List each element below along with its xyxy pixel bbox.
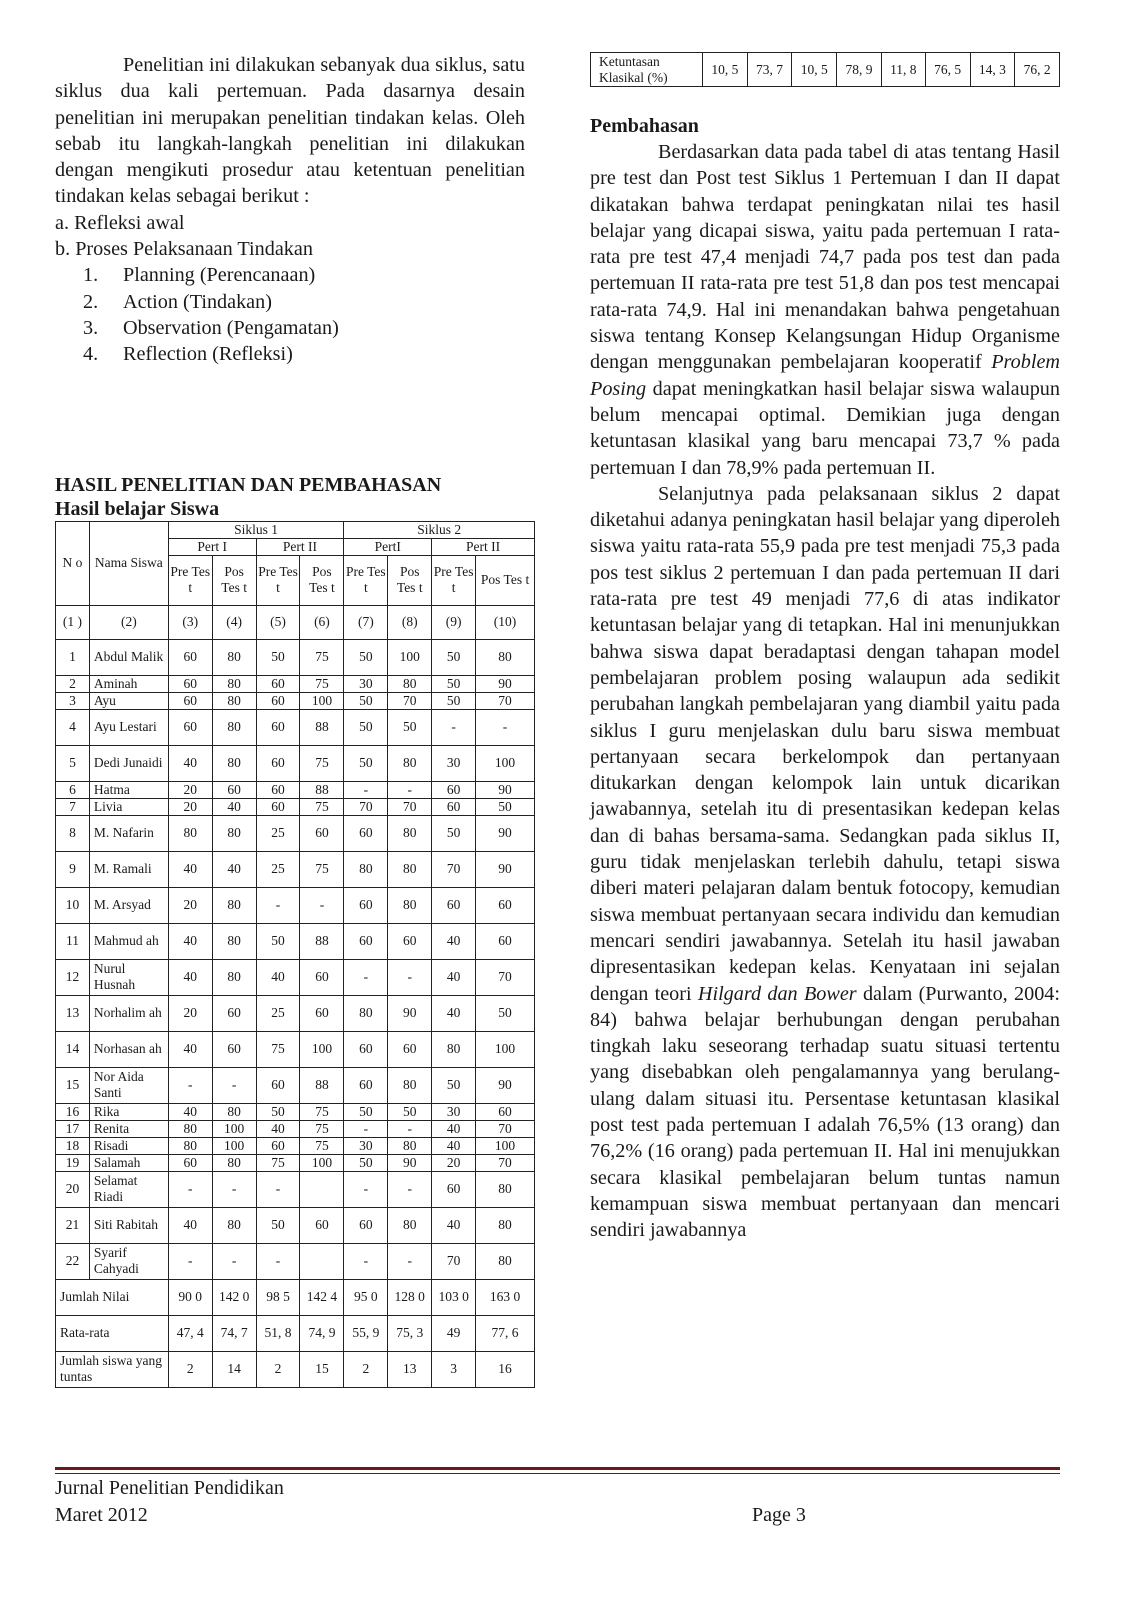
table-row: 10 M. Arsyad 20 80 - - 60 80 60 60 — [56, 887, 535, 923]
table-row: 19 Salamah 60 80 75 100 50 90 20 70 — [56, 1154, 535, 1171]
header-siklus-2: Siklus 2 — [344, 521, 535, 538]
list-item: 3. Observation (Pengamatan) — [83, 316, 339, 339]
summary-row: Jumlah Nilai 90 0 142 0 98 5 142 4 95 0 128 0 103 0 163 0 — [56, 1279, 535, 1315]
journal-date: Maret 2012 — [55, 1504, 148, 1526]
table-row: 11 Mahmud ah 40 80 50 88 60 60 40 60 — [56, 923, 535, 959]
table-row: 21 Siti Rabitah 40 80 50 60 60 80 40 80 — [56, 1207, 535, 1243]
table-row: 12 Nurul Husnah 40 80 40 60 - - 40 70 — [56, 959, 535, 995]
column-number-row: (1 ) (2) (3) (4) (5) (6) (7) (8) (9) (10) — [56, 605, 535, 639]
table-row: 1 Abdul Malik 60 80 50 75 50 100 50 80 — [56, 639, 535, 675]
table-row: 6 Hatma 20 60 60 88 - - 60 90 — [56, 781, 535, 798]
page-number: Page 3 — [752, 1504, 806, 1526]
left-column — [55, 52, 530, 1388]
header-pre: Pre Tes t — [256, 555, 300, 605]
discussion-paragraph-1: Berdasarkan data pada tabel di atas tentang Hasil pre test dan Post test Siklus 1 Pertemuan I dan II dapat dikatakan bahwa terdapat peningkatan nilai tes hasil belajar yang dicapai siswa, yaitu pada pertemuan I rata-rata pre test 47,4 menjadi 74,7 pada pos test dan pada pertemuan II rata-rata pre test 51,8 dan pos test mencapai rata-rata 74,9. Hal ini menandakan bahwa pengetahuan siswa tentang Konsep Kelangsungan Hidup Organisme dengan menggunakan pembelajaran kooperatif Problem Posing dapat meningkatkan hasil belajar siswa walaupun belum mencapai optimal. Demikian juga dengan ketuntasan klasikal yang baru mencapai 73,7 % pada pertemuan I dan 78,9% pada pertemuan II. — [590, 141, 1060, 479]
table-row: 8 M. Nafarin 80 80 25 60 60 80 50 90 — [56, 815, 535, 851]
footer-journal — [55, 1475, 284, 1529]
table-row: 22 Syarif Cahyadi - - - - - 70 80 — [56, 1243, 535, 1279]
header-s2-pert2: Pert II — [432, 538, 535, 555]
header-pos: Pos Tes t — [476, 555, 535, 605]
journal-name: Jurnal Penelitian Pendidikan — [55, 1477, 284, 1499]
footer-rule — [55, 1467, 1060, 1470]
header-pre: Pre Tes t — [168, 555, 212, 605]
table-row: 15 Nor Aida Santi - - 60 88 60 80 50 90 — [56, 1067, 535, 1103]
table-row: 17 Renita 80 100 40 75 - - 40 70 — [56, 1120, 535, 1137]
header-nama: Nama Siswa — [89, 521, 168, 605]
header-pre: Pre Tes t — [344, 555, 388, 605]
ketuntasan-row: Ketuntasan Klasikal (%) 10, 5 73, 7 10, 5 78, 9 11, 8 76, 5 14, 3 76, 2 — [591, 53, 1060, 87]
table-row: 16 Rika 40 80 50 75 50 50 30 60 — [56, 1103, 535, 1120]
table-row: 5 Dedi Junaidi 40 80 60 75 50 80 30 100 — [56, 745, 535, 781]
list-item: 4. Reflection (Refleksi) — [83, 343, 293, 366]
table-row: 18 Risadi 80 100 60 75 30 80 40 100 — [56, 1137, 535, 1154]
table-row: 7 Livia 20 40 60 75 70 70 60 50 — [56, 798, 535, 815]
header-s2-pert1: PertI — [344, 538, 432, 555]
intro-paragraph: Penelitian ini dilakukan sebanyak dua siklus, satu siklus dua kali pertemuan. Pada dasarnya desain penelitian ini merupakan penelitian tindakan kelas. Oleh sebab itu langkah-langkah penelitian ini dilakukan dengan mengikuti prosedur atau ketentuan penelitian tindakan kelas sebagai berikut : — [55, 54, 525, 208]
list-item: 2. Action (Tindakan) — [83, 290, 272, 313]
table-row: 9 M. Ramali 40 40 25 75 80 80 70 90 — [56, 851, 535, 887]
results-table — [55, 521, 535, 1388]
table-row: 3 Ayu 60 80 60 100 50 70 50 70 — [56, 692, 535, 709]
header-no: N o — [56, 521, 90, 605]
header-s1-pert2: Pert II — [256, 538, 344, 555]
table-row: 14 Norhasan ah 40 60 75 100 60 60 80 100 — [56, 1031, 535, 1067]
header-pos: Pos Tes t — [388, 555, 432, 605]
header-pos: Pos Tes t — [212, 555, 256, 605]
subsection-title: Hasil belajar Siswa — [55, 497, 220, 520]
list-item: b. Proses Pelaksanaan Tindakan — [55, 238, 313, 261]
procedure-list — [55, 210, 525, 368]
list-item: 1. Planning (Perencanaan) — [83, 264, 316, 287]
table-row: 2 Aminah 60 80 60 75 30 80 50 90 — [56, 675, 535, 692]
discussion-paragraph-2: Selanjutnya pada pelaksanaan siklus 2 dapat diketahui adanya peningkatan hasil belajar yang diperoleh siswa yaitu rata-rata 55,9 pada pre test menjadi 75,3 pada pos test siklus 2 pertemuan I dan pada pertemuan II dari rata-rata pre test 49 menjadi 77,6 di atas indikator ketuntasan belajar yang di tetapkan. Hal ini menunjukkan bahwa siswa dapat beradaptasi dengan tahapan model pembelajaran problem posing walaupun ada sedikit perubahan langkah pembelajaran yang diambil yaitu pada siklus I guru menjelaskan dulu baru siswa membuat pertanyaan secara berkelompok dan pertanyaan ditukarkan dengan kelompok lain untuk dicarikan jawabannya, setelah itu di presentasikan kedepan kelas dan di bahas bersama-sama. Sedangkan pada siklus II, guru tidak menjelaskan terlebih dahulu, tetapi siswa diberi materi pelajaran dalam bentuk fotocopy, kemudian siswa membuat pertanyaan secara individu dan kemudian mencari sendiri jawabannya. Setelah itu hasil jawaban dipresentasikan kedepan kelas. Kenyataan ini sejalan dengan teori Hilgard dan Bower dalam (Purwanto, 2004: 84) bahwa belajar berhubungan dengan perubahan tingkah laku seseorang terhadap suatu situasi tertentu yang disebabkan oleh pengalamannya yang berulang-ulang dalam situasi itu. Persentase ketuntasan klasikal post test pada pertemuan I adalah 76,5% (13 orang) dan 76,2% (16 orang) pada pertemuan II. Hal ini menujukkan secara klasikal pembelajaran belum tuntas namun kemampuan siswa membuat pertanyaan dan mencari sendiri jawabannya — [590, 482, 1060, 1242]
summary-row: Rata-rata 47, 4 74, 7 51, 8 74, 9 55, 9 75, 3 49 77, 6 — [56, 1315, 535, 1351]
table-row: 20 Selamat Riadi - - - - - 60 80 — [56, 1171, 535, 1207]
header-pos: Pos Tes t — [300, 555, 344, 605]
footer-rule-thin — [55, 1473, 1060, 1474]
table-row: 4 Ayu Lestari 60 80 60 88 50 50 - - — [56, 709, 535, 745]
header-s1-pert1: Pert I — [168, 538, 256, 555]
section-title: HASIL PENELITIAN DAN PEMBAHASAN — [55, 473, 442, 496]
ketuntasan-label: Ketuntasan Klasikal (%) — [591, 53, 703, 87]
pembahasan-heading: Pembahasan — [590, 115, 699, 137]
ketuntasan-table — [590, 52, 1060, 87]
list-item: a. Refleksi awal — [55, 211, 185, 234]
summary-row: Jumlah siswa yang tuntas 2 14 2 15 2 13 3 16 — [56, 1351, 535, 1387]
right-column — [590, 52, 1060, 1243]
table-row: 13 Norhalim ah 20 60 25 60 80 90 40 50 — [56, 995, 535, 1031]
header-siklus-1: Siklus 1 — [168, 521, 344, 538]
header-pre: Pre Tes t — [432, 555, 476, 605]
